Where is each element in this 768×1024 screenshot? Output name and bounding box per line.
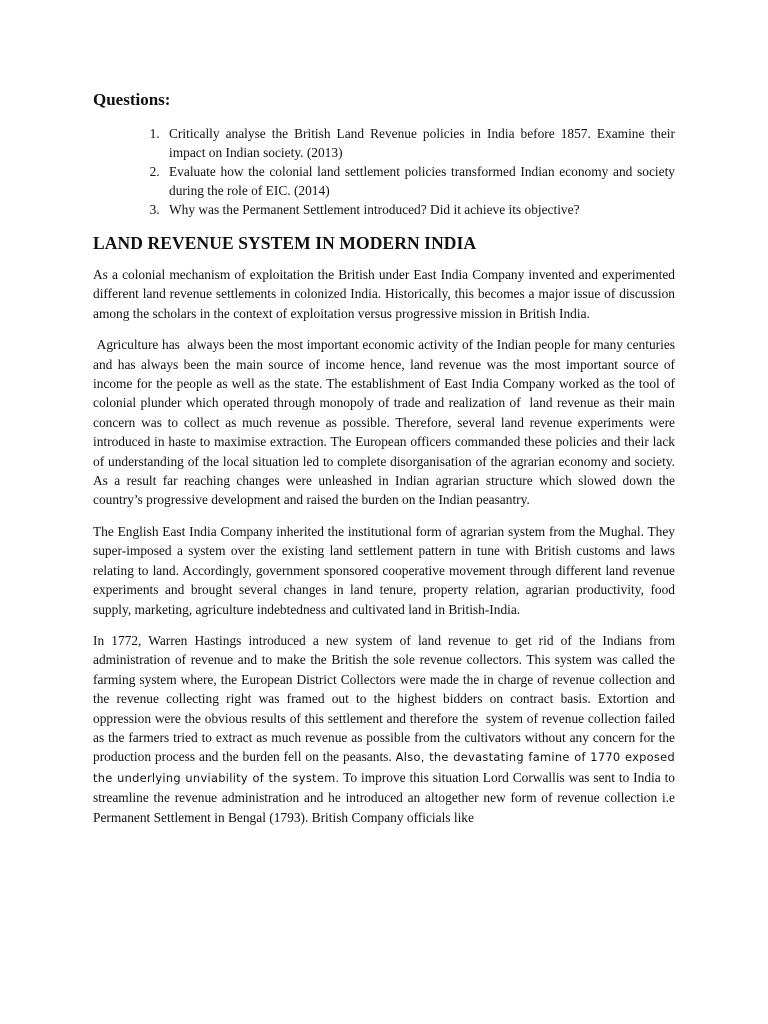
- question-item: 1. Critically analyse the British Land Revenue policies in India before 1857. Examine their impact on Indian society. (2013): [163, 124, 675, 162]
- paragraph-hastings-part3: To improve this situation Lord Corwallis was sent to India to streamline the revenue administration and he introduced an altogether new form of revenue collection i.e Permanent Settlement in Bengal (1793). British Company officials like: [93, 769, 675, 825]
- paragraph-eic: The English East India Company inherited the institutional form of agrarian system from the Mughal. They super-imposed a system over the existing land settlement pattern in tune with British customs and laws relating to land. Accordingly, government sponsored cooperative movement through different land revenue experiments and brought several changes in land tenure, property relation, agrarian productivity, food supply, marketing, agriculture indebtedness and cultivated land in British-India.: [93, 523, 675, 617]
- questions-heading: Questions:: [93, 90, 171, 109]
- questions-list: [93, 124, 675, 219]
- paragraph-hastings-famine: Also, the devastating famine of 1770 exposed the underlying unviability of the system.: [93, 750, 675, 785]
- document-page: [93, 88, 675, 839]
- paragraph-agriculture: Agriculture has always been the most important economic activity of the Indian people for many centuries and has always been the main source of income hence, land revenue was the most important source of income for the people as well as the state. The establishment of East India Company worked as the tool of colonial plunder which operated through monopoly of trade and realization of land revenue as their main concern was to collect as much revenue as possible. Therefore, several land revenue experiments were introduced in haste to maximise extraction. The European officers commanded these policies and their lack of understanding of the local situation led to complete disorganisation of the agrarian economy and society. As a result far reaching changes were unleashed in Indian agrarian structure which slowed down the country’s progressive development and raised the burden on the Indian peasantry.: [93, 337, 675, 508]
- paragraph-hastings: [93, 631, 675, 827]
- question-item: 3. Why was the Permanent Settlement introduced? Did it achieve its objective?: [163, 200, 675, 219]
- paragraph-intro: As a colonial mechanism of exploitation the British under East India Company invented and experimented different land revenue settlements in colonized India. Historically, this becomes a major issue of discussion among the scholars in the context of exploitation versus progressive mission in British India.: [93, 267, 675, 321]
- question-item: 2. Evaluate how the colonial land settlement policies transformed Indian economy and society during the role of EIC. (2014): [163, 162, 675, 200]
- paragraph-hastings-part1: In 1772, Warren Hastings introduced a new system of land revenue to get rid of the Indians from administration of revenue and to make the British the sole revenue collectors. This system was called the farming system where, the European District Collectors were made the in charge of revenue collection and the revenue collecting right was framed out to the highest bidders on contract basis. Extortion and oppression were the obvious results of this settlement and therefore the system of revenue collection failed as the farmers tried to extract as much revenue as possible from the cultivators without any concern for the production process and the burden fell on the peasants.: [93, 632, 675, 765]
- section-heading: LAND REVENUE SYSTEM IN MODERN INDIA: [93, 233, 477, 253]
